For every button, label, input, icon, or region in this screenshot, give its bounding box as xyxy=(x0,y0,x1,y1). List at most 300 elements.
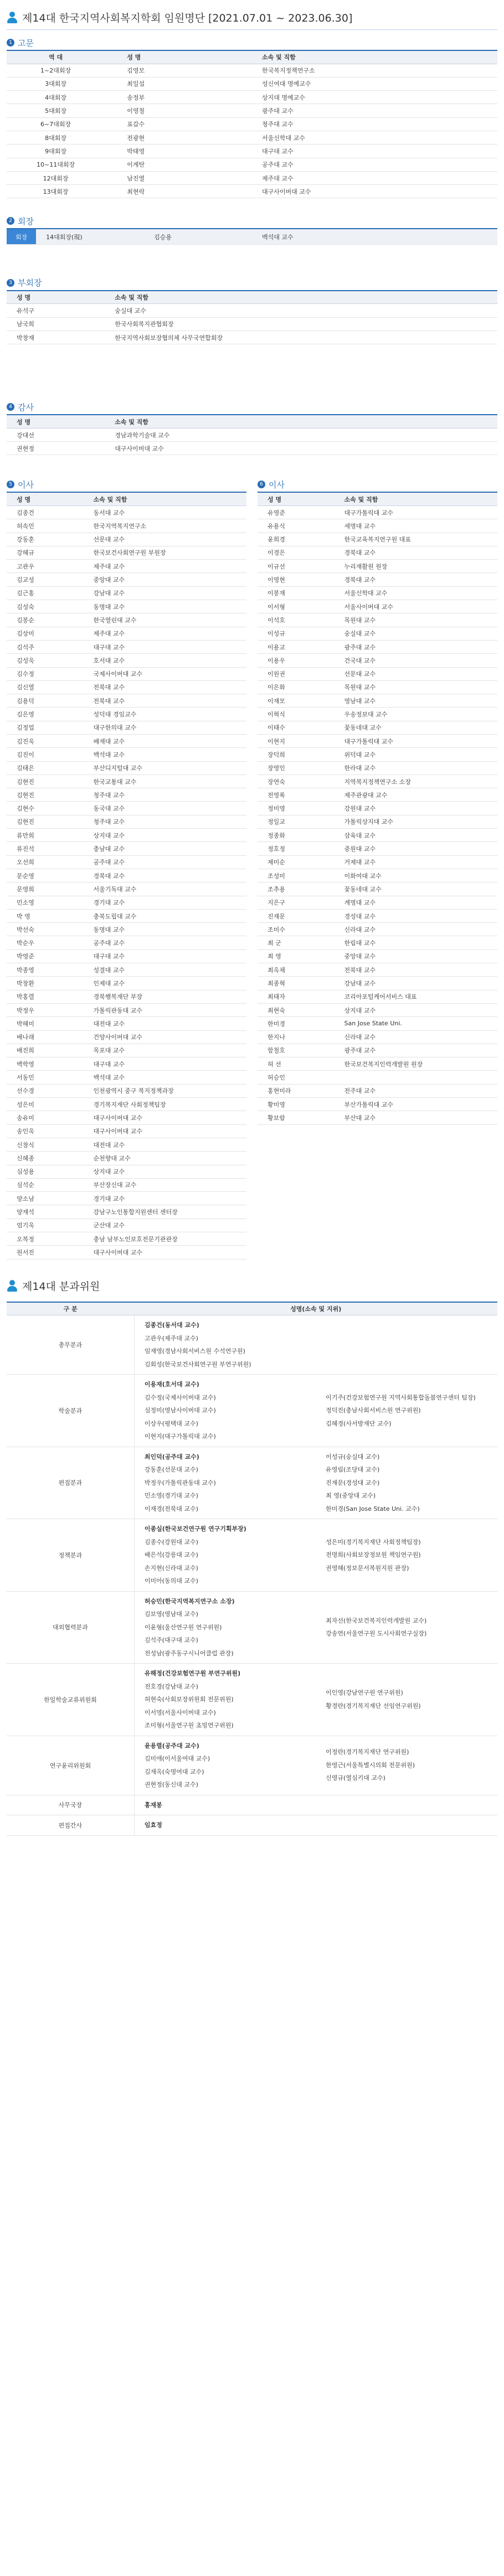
president-section xyxy=(7,214,497,245)
name-cell: 배진희 xyxy=(7,1044,84,1057)
division-member: 이윤형(울산연구원 연구위원) xyxy=(144,1623,222,1631)
table-row xyxy=(258,855,497,869)
division-member: 정덕진(충남사회서비스원 연구위원) xyxy=(326,1407,421,1415)
table-row xyxy=(258,586,497,600)
table-row xyxy=(258,802,497,815)
affiliation-cell: 목원대 교수 xyxy=(335,680,497,694)
affiliation-cell: 신라대 교수 xyxy=(335,1030,497,1044)
name-cell: 배나래 xyxy=(7,1030,84,1044)
name-cell: 이용우 xyxy=(258,654,335,667)
division-row xyxy=(7,1736,497,1795)
division-name: 사무국장 xyxy=(7,1795,134,1815)
affiliation-cell: 국제사이버대 교수 xyxy=(84,667,246,680)
table-row xyxy=(7,1057,246,1071)
division-member: 이미아(동의대 교수) xyxy=(144,1577,198,1585)
president-heading-text: 회장 xyxy=(18,216,34,226)
affiliation-cell: 한국사회복지관협회장 xyxy=(105,317,497,331)
name-cell: 김용덕 xyxy=(7,694,84,708)
table-row xyxy=(258,936,497,949)
name-cell: 이은화 xyxy=(258,680,335,694)
affiliation-cell: 중원대 교수 xyxy=(335,842,497,855)
section-bullet-icon: 3 xyxy=(7,279,14,287)
directors-left-heading-text: 이사 xyxy=(18,479,34,490)
section-bullet-icon: 2 xyxy=(7,217,14,225)
name-cell: 이용교 xyxy=(258,640,335,653)
affiliation-cell: 건양사이버대 교수 xyxy=(84,1030,246,1044)
affiliation-cell: 선문대 교수 xyxy=(84,533,246,546)
vice-heading-text: 부회장 xyxy=(18,278,42,288)
divisions-table xyxy=(7,1302,497,1836)
division-member: 최자선(한국보건복지인력개발원 교수) xyxy=(326,1617,427,1624)
table-row xyxy=(7,1192,246,1205)
affiliation-cell: 배재대 교수 xyxy=(84,735,246,748)
table-row xyxy=(7,627,246,640)
division-member: 김종수(강원대 교수) xyxy=(144,1538,198,1546)
table-row xyxy=(7,680,246,694)
name-cell: 정일교 xyxy=(258,815,335,828)
table-row xyxy=(7,923,246,936)
name-cell: 이재모 xyxy=(258,694,335,708)
table-row xyxy=(7,158,497,171)
affiliation-cell: 대구가톨릭대 교수 xyxy=(335,505,497,519)
name-cell: 장연숙 xyxy=(258,775,335,788)
name-cell: 김현진 xyxy=(7,815,84,828)
table-row xyxy=(258,977,497,990)
president-term: 14대회장(現) xyxy=(36,229,144,244)
name-cell: 김진이 xyxy=(7,748,84,761)
table-row xyxy=(7,949,246,963)
division-members-left xyxy=(134,1519,316,1592)
table-row xyxy=(7,1138,246,1151)
table-row xyxy=(7,1071,246,1084)
name-cell: 조미수 xyxy=(258,923,335,936)
table-row xyxy=(258,680,497,694)
affiliation-cell: 부산가톨릭대 교수 xyxy=(335,1098,497,1111)
name-cell: 김영모 xyxy=(105,64,252,77)
table-row xyxy=(7,1030,246,1044)
advisors-heading xyxy=(7,35,497,50)
affiliation-cell: 충북도립대 교수 xyxy=(84,909,246,922)
table-row xyxy=(258,949,497,963)
table-row xyxy=(7,1165,246,1178)
directors-right-heading xyxy=(258,477,497,492)
affiliation-cell: 공주대 교수 xyxy=(84,936,246,949)
affiliation-cell: 군산대 교수 xyxy=(84,1219,246,1232)
name-cell: 정종화 xyxy=(258,829,335,842)
affiliation-cell: 대구대 교수 xyxy=(84,1057,246,1071)
col-header: 소속 및 직함 xyxy=(335,492,497,505)
affiliation-cell: 강원대 교수 xyxy=(335,802,497,815)
division-member: 한영근(서울특별시의회 전문위원) xyxy=(326,1761,415,1769)
division-member: 전성남(광주동구시니어클럽 관장) xyxy=(144,1649,234,1657)
name-cell: 김성숙 xyxy=(7,600,84,613)
table-row xyxy=(7,331,497,344)
division-member: 유영림(조당대 교수) xyxy=(326,1466,380,1474)
section-bullet-icon: 6 xyxy=(258,481,265,488)
table-row xyxy=(7,802,246,815)
table-row xyxy=(7,936,246,949)
affiliation-cell: 상지대 교수 xyxy=(84,1165,246,1178)
division-member: 최 영(중앙대 교수) xyxy=(326,1492,376,1500)
affiliation-cell: 코리아포털케어서비스 대표 xyxy=(335,990,497,1003)
affiliation-cell: 숭실대 교수 xyxy=(335,627,497,640)
affiliation-cell: 공주대 교수 xyxy=(84,855,246,869)
affiliation-cell: 경기복지재단 사회정책팀장 xyxy=(84,1098,246,1111)
affiliation-cell: 선문대 교수 xyxy=(335,667,497,680)
name-cell: 정호정 xyxy=(258,842,335,855)
division-member: 한미경(San Jose State Uni. 교수) xyxy=(326,1505,420,1512)
name-cell: 장덕희 xyxy=(258,748,335,761)
divisions-title: 제14대 분과위원 xyxy=(22,1281,100,1293)
division-name: 대외협력분과 xyxy=(7,1591,134,1664)
advisors-heading-text: 고문 xyxy=(18,38,34,48)
division-member: 배은석(강릉대 교수) xyxy=(144,1551,198,1559)
president-role: 회장 xyxy=(7,229,36,244)
division-member: 허승민(한국지역복지연구소 소장) xyxy=(144,1597,235,1605)
directors-left-heading xyxy=(7,477,246,492)
table-row xyxy=(7,1003,246,1016)
division-member: 김회성(한국보건사회연구원 부연구위원) xyxy=(144,1360,251,1368)
name-cell: 김진욱 xyxy=(7,735,84,748)
affiliation-cell: 가톨릭상지대 교수 xyxy=(335,815,497,828)
directors-right xyxy=(258,477,497,1259)
affiliation-cell: 대전대 교수 xyxy=(84,1138,246,1151)
directors-section xyxy=(7,477,497,1259)
name-cell: 유석구 xyxy=(7,304,105,317)
division-member: 이인영(강남연구원 연구위원) xyxy=(326,1689,403,1697)
division-member: 김보영(영남대 교수) xyxy=(144,1610,198,1618)
division-member: 이정란(경기복지재단 연구위원) xyxy=(326,1748,409,1756)
affiliation-cell: 상지대 명예교수 xyxy=(252,91,497,104)
affiliation-cell: 신라대 교수 xyxy=(335,923,497,936)
table-row xyxy=(258,546,497,559)
table-row xyxy=(7,815,246,828)
affiliation-cell: 계명대 교수 xyxy=(335,896,497,909)
name-cell: 강대선 xyxy=(7,428,105,441)
table-row xyxy=(7,654,246,667)
vice-table xyxy=(7,290,497,344)
affiliation-cell: 부산장신대 교수 xyxy=(84,1178,246,1191)
division-member: 김재옥(숙명여대 교수) xyxy=(144,1768,204,1775)
division-member: 이서영(서울사이버대 교수) xyxy=(144,1708,216,1716)
affiliation-cell: 거제대 교수 xyxy=(335,855,497,869)
division-name: 편집분과 xyxy=(7,1447,134,1519)
table-row xyxy=(258,573,497,586)
table-row xyxy=(7,185,497,198)
name-cell: 원서진 xyxy=(7,1246,84,1259)
affiliation-cell: 전북대 교수 xyxy=(84,680,246,694)
term-cell: 1~2대회장 xyxy=(7,64,105,77)
affiliation-cell: 광주대 교수 xyxy=(335,640,497,653)
table-row xyxy=(258,600,497,613)
affiliation-cell: 전북대 교수 xyxy=(84,694,246,708)
name-cell: 최종혁 xyxy=(258,977,335,990)
table-row xyxy=(258,1030,497,1044)
affiliation-cell: 서울신학대 교수 xyxy=(252,131,497,144)
affiliation-cell: 목원대 교수 xyxy=(335,613,497,627)
affiliation-cell: 광주대 교수 xyxy=(335,1044,497,1057)
affiliation-cell: 꽃동네대 교수 xyxy=(335,721,497,734)
table-row xyxy=(7,505,246,519)
affiliation-cell: 청주대 교수 xyxy=(84,788,246,802)
term-cell: 8대회장 xyxy=(7,131,105,144)
table-row xyxy=(258,694,497,708)
division-members-left xyxy=(134,1591,316,1664)
division-member: 박정우(가톨릭관동대 교수) xyxy=(144,1479,216,1486)
term-cell: 3대회장 xyxy=(7,77,105,90)
division-member: 이현지(대구가톨릭대 교수) xyxy=(144,1433,216,1441)
name-cell: 전광현 xyxy=(105,131,252,144)
affiliation-cell: 성덕대 경임교수 xyxy=(84,708,246,721)
name-cell: 이규선 xyxy=(258,560,335,573)
division-member: 임효정 xyxy=(144,1821,162,1829)
term-cell: 10~11대회장 xyxy=(7,158,105,171)
table-row xyxy=(7,882,246,896)
term-cell: 6~7대회장 xyxy=(7,117,105,131)
affiliation-cell: 제주관광대 교수 xyxy=(335,788,497,802)
name-cell: 허승인 xyxy=(258,1071,335,1084)
page-title-bar xyxy=(7,6,497,30)
table-row xyxy=(7,1017,246,1030)
table-row xyxy=(7,1111,246,1124)
division-members-left xyxy=(134,1664,316,1736)
affiliation-cell: 대구사이버대 교수 xyxy=(105,442,497,455)
affiliation-cell: 경기대 교수 xyxy=(84,1192,246,1205)
table-row xyxy=(258,1084,497,1097)
affiliation-cell: 서울사이버대 교수 xyxy=(335,600,497,613)
division-member: 김석주(대구대 교수) xyxy=(144,1637,198,1644)
affiliation-cell: 경북대 교수 xyxy=(335,573,497,586)
name-cell: 김현진 xyxy=(7,788,84,802)
division-member: 전호경(강남대 교수) xyxy=(144,1682,198,1690)
table-row xyxy=(7,1205,246,1219)
affiliation-cell: 한국지역복지연구소 xyxy=(84,519,246,533)
name-cell: 김교성 xyxy=(7,573,84,586)
division-member: 이성규(숭실대 교수) xyxy=(326,1453,380,1460)
divisions-title-bar xyxy=(7,1276,497,1296)
name-cell: 송유미 xyxy=(7,1111,84,1124)
name-cell: 지은구 xyxy=(258,896,335,909)
name-cell: 황미영 xyxy=(258,1098,335,1111)
division-row xyxy=(7,1315,497,1375)
table-row xyxy=(7,317,497,331)
division-members-left xyxy=(134,1447,316,1519)
affiliation-cell: 백석대 교수 xyxy=(84,1071,246,1084)
table-row xyxy=(7,761,246,775)
table-row xyxy=(258,533,497,546)
division-member: 최인덕(공주대 교수) xyxy=(144,1453,199,1460)
page-title: 제14대 한국지역사회복지학회 임원명단 [2021.07.01 ~ 2023.06.30] xyxy=(22,12,353,24)
table-row xyxy=(258,788,497,802)
name-cell: 윤희경 xyxy=(258,533,335,546)
table-row xyxy=(258,1044,497,1057)
name-cell: 권현정 xyxy=(7,442,105,455)
col-header: 성 명 xyxy=(7,291,105,304)
table-row xyxy=(7,990,246,1003)
table-row xyxy=(7,1098,246,1111)
name-cell: 홍현미라 xyxy=(258,1084,335,1097)
affiliation-cell: 인제대 교수 xyxy=(84,977,246,990)
affiliation-cell: 충남대 교수 xyxy=(84,842,246,855)
auditors-heading-text: 감사 xyxy=(18,402,34,412)
affiliation-cell: 서울기독대 교수 xyxy=(84,882,246,896)
auditors-section xyxy=(7,400,497,455)
table-row xyxy=(258,505,497,519)
affiliation-cell: 광주대 교수 xyxy=(252,104,497,117)
affiliation-cell: 중앙대 교수 xyxy=(84,573,246,586)
name-cell: 민소영 xyxy=(7,896,84,909)
division-row xyxy=(7,1519,497,1592)
name-cell: 허 선 xyxy=(258,1057,335,1071)
name-cell: 남국희 xyxy=(7,317,105,331)
affiliation-cell: 대구사이버대 교수 xyxy=(252,185,497,198)
table-row xyxy=(7,788,246,802)
name-cell: 심석순 xyxy=(7,1178,84,1191)
affiliation-cell: 성결대 교수 xyxy=(84,963,246,977)
person-icon xyxy=(7,12,18,24)
name-cell: 김은영 xyxy=(7,708,84,721)
name-cell: 박홍렬 xyxy=(7,990,84,1003)
name-cell: 송인욱 xyxy=(7,1124,84,1138)
division-member: 이용재(호서대 교수) xyxy=(144,1381,199,1388)
table-row xyxy=(258,1017,497,1030)
table-row xyxy=(7,1219,246,1232)
directors-right-heading-text: 이사 xyxy=(269,479,285,490)
name-cell: 문영희 xyxy=(7,882,84,896)
affiliation-cell: 동국대 교수 xyxy=(84,802,246,815)
division-members-right xyxy=(316,1447,497,1519)
affiliation-cell: 한라대 교수 xyxy=(335,761,497,775)
name-cell: 이원권 xyxy=(258,667,335,680)
division-member: 이상우(평택대 교수) xyxy=(144,1419,198,1427)
affiliation-cell: 한국열린대 교수 xyxy=(84,613,246,627)
division-member: 성은미(경기복지재단 사회정책팀장) xyxy=(326,1538,421,1546)
name-cell: 이태수 xyxy=(258,721,335,734)
name-cell: 김상미 xyxy=(7,627,84,640)
col-header: 역 대 xyxy=(7,50,105,64)
division-member: 홍재봉 xyxy=(144,1801,162,1809)
term-cell: 9대회장 xyxy=(7,144,105,158)
table-row xyxy=(258,735,497,748)
affiliation-cell: 경북대 교수 xyxy=(335,546,497,559)
division-member: 이재경(전북대 교수) xyxy=(144,1505,198,1512)
name-cell: 이봉재 xyxy=(258,586,335,600)
affiliation-cell: 한림대 교수 xyxy=(335,936,497,949)
name-cell: 조성미 xyxy=(258,869,335,882)
col-header: 구 분 xyxy=(7,1302,134,1315)
name-cell: 김현진 xyxy=(7,775,84,788)
table-row xyxy=(7,735,246,748)
name-cell: 박영준 xyxy=(7,949,84,963)
name-cell: 최현락 xyxy=(105,185,252,198)
table-row xyxy=(7,1044,246,1057)
name-cell: 엄기욱 xyxy=(7,1219,84,1232)
table-row xyxy=(7,869,246,882)
table-row xyxy=(7,721,246,734)
name-cell: 심성용 xyxy=(7,1165,84,1178)
affiliation-cell: 대구사이버대 교수 xyxy=(84,1246,246,1259)
table-row xyxy=(7,909,246,922)
affiliation-cell: San Jose State Uni. xyxy=(335,1017,497,1030)
name-cell: 이경은 xyxy=(258,546,335,559)
name-cell: 강혜규 xyxy=(7,546,84,559)
table-row xyxy=(258,654,497,667)
table-row xyxy=(7,708,246,721)
name-cell: 고관우 xyxy=(7,560,84,573)
affiliation-cell: 경북대 교수 xyxy=(84,869,246,882)
affiliation-cell: 세명대 교수 xyxy=(335,519,497,533)
president-name: 김승용 xyxy=(144,229,252,244)
table-row xyxy=(7,104,497,117)
division-member: 김혜경(사서방재단 교수) xyxy=(326,1419,392,1427)
name-cell: 김정업 xyxy=(7,721,84,734)
table-row xyxy=(258,829,497,842)
name-cell: 양소남 xyxy=(7,1192,84,1205)
directors-left-table xyxy=(7,492,246,1259)
section-bullet-icon: 4 xyxy=(7,403,14,411)
name-cell: 김성욱 xyxy=(7,654,84,667)
table-row xyxy=(258,842,497,855)
affiliation-cell: 공주대 교수 xyxy=(252,158,497,171)
affiliation-cell xyxy=(335,1071,497,1084)
division-member: 황경란(경기복지재단 선임연구위원) xyxy=(326,1702,421,1710)
division-member: 이기주(건강보험연구원 지역사회통합돌봄연구센터 팀장) xyxy=(326,1393,476,1401)
name-cell: 이영철 xyxy=(105,104,252,117)
table-row xyxy=(258,1098,497,1111)
affiliation-cell: 건국대 교수 xyxy=(335,654,497,667)
affiliation-cell: 충남 남부노인보호전문기관관장 xyxy=(84,1232,246,1245)
name-cell: 신혜종 xyxy=(7,1152,84,1165)
affiliation-cell: 한국보건사회연구원 부원장 xyxy=(84,546,246,559)
affiliation-cell: 한국보건복지인력개발원 원장 xyxy=(335,1057,497,1071)
name-cell: 박정우 xyxy=(7,1003,84,1016)
affiliation-cell: 경기대 교수 xyxy=(84,896,246,909)
division-member: 진재문(경성대 교수) xyxy=(326,1479,380,1486)
name-cell: 이서형 xyxy=(258,600,335,613)
affiliation-cell: 이화여대 교수 xyxy=(335,869,497,882)
division-member: 심정미(영남사이버대 교수) xyxy=(144,1407,216,1415)
table-row xyxy=(7,428,497,441)
term-cell: 4대회장 xyxy=(7,91,105,104)
name-cell: 이영현 xyxy=(258,573,335,586)
table-row xyxy=(258,708,497,721)
name-cell: 남진열 xyxy=(105,171,252,184)
affiliation-cell: 전북대 교수 xyxy=(335,963,497,977)
table-row xyxy=(258,721,497,734)
name-cell: 한지나 xyxy=(258,1030,335,1044)
auditors-table xyxy=(7,414,497,455)
name-cell: 유용식 xyxy=(258,519,335,533)
name-cell: 최 군 xyxy=(258,936,335,949)
president-heading xyxy=(7,214,497,228)
division-name: 한일학술교류위원회 xyxy=(7,1664,134,1736)
table-row xyxy=(7,1084,246,1097)
col-header: 성명(소속 및 지위) xyxy=(134,1302,497,1315)
name-cell: 최태자 xyxy=(258,990,335,1003)
name-cell: 진재문 xyxy=(258,909,335,922)
table-row xyxy=(258,923,497,936)
division-members-left xyxy=(134,1795,316,1815)
col-header: 소속 및 직함 xyxy=(105,291,497,304)
affiliation-cell: 강남구노인통합지원센터 센터장 xyxy=(84,1205,246,1219)
affiliation-cell: 청주대 교수 xyxy=(252,117,497,131)
name-cell: 최현숙 xyxy=(258,1003,335,1016)
division-member: 유해정(건강보험연구원 부연구위원) xyxy=(144,1670,241,1677)
division-name: 정책분과 xyxy=(7,1519,134,1592)
name-cell: 박 영 xyxy=(7,909,84,922)
name-cell: 전영록 xyxy=(258,788,335,802)
name-cell: 백학영 xyxy=(7,1057,84,1071)
